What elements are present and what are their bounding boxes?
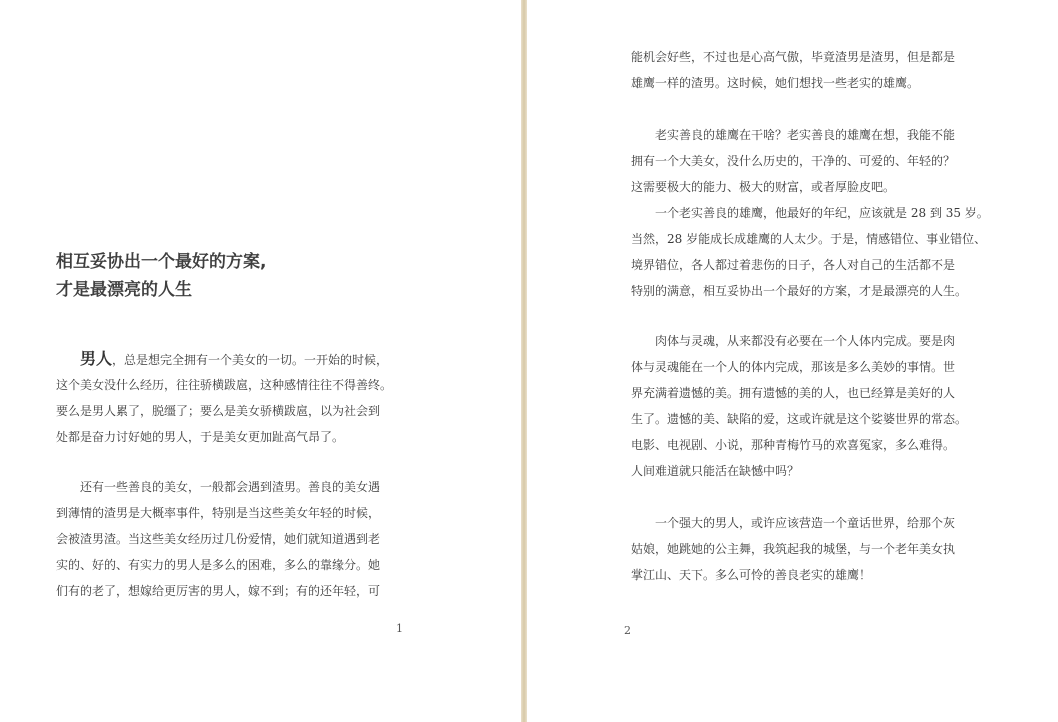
left-paragraph-2 (56, 474, 380, 604)
text-line: 老实善良的雄鹰在干啥？老实善良的雄鹰在想，我能不能 (655, 128, 956, 142)
text-line: 这个美女没什么经历，往往骄横跋扈，这种感情往往不得善终。 (56, 378, 393, 392)
text-line: 雄鹰一样的渣男。这时候，她们想找一些老实的雄鹰。 (631, 76, 920, 90)
text-line: 拥有一个大美女，没什么历史的，干净的、可爱的、年轻的？ (631, 154, 956, 168)
text-line: 体与灵魂能在一个人的体内完成，那该是多么美妙的事情。世 (631, 360, 956, 374)
right-paragraph-4 (631, 328, 967, 484)
text-line: 电影、电视剧、小说，那种青梅竹马的欢喜冤家，多么难得。 (631, 438, 956, 452)
left-page (0, 0, 521, 722)
text-line: 要么是男人累了，脱缰了；要么是美女骄横跋扈，以为社会到 (56, 404, 381, 418)
text-line: 肉体与灵魂，从来都没有必要在一个人体内完成。要是肉 (655, 334, 956, 348)
right-paragraph-1 (631, 44, 955, 96)
right-page (527, 0, 1058, 722)
right-paragraph-3 (631, 200, 989, 304)
text-line: 处都是奋力讨好她的男人，于是美女更加趾高气昂了。 (56, 430, 345, 444)
text-line: 会被渣男渣。当这些美女经历过几份爱情，她们就知道遇到老 (56, 532, 381, 546)
text-line: 实的、好的、有实力的男人是多么的困难，多么的靠缘分。她 (56, 558, 381, 572)
chapter-title-line-2: 才是最漂亮的人生 (56, 280, 192, 300)
text-line: 掌江山、天下。多么可怜的善良老实的雄鹰！ (631, 568, 872, 582)
text-line (56, 346, 392, 372)
text-line: 境界错位，各人都过着悲伤的日子，各人对自己的生活都不是 (631, 258, 956, 272)
text-line: 们有的老了，想嫁给更厉害的男人，嫁不到；有的还年轻，可 (56, 584, 381, 598)
text-span: ，总是想完全拥有一个美女的一切。一开始的时候， (112, 353, 389, 367)
page-number: 2 (624, 624, 631, 637)
right-paragraph-2 (631, 122, 955, 200)
right-paragraph-5 (631, 510, 955, 588)
text-line: 人间难道就只能活在缺憾中吗？ (631, 464, 800, 478)
page-number: 1 (396, 622, 403, 635)
text-line: 一个强大的男人，或许应该营造一个童话世界，给那个灰 (655, 516, 956, 530)
text-line: 一个老实善良的雄鹰，他最好的年纪，应该就是 28 到 35 岁。 (655, 206, 989, 220)
left-paragraph-1 (56, 346, 392, 450)
text-line: 姑娘，她跳她的公主舞，我筑起我的城堡，与一个老年美女执 (631, 542, 956, 556)
text-line: 生了。遗憾的美、缺陷的爱，这或许就是这个娑婆世界的常态。 (631, 412, 968, 426)
lead-word: 男人 (80, 349, 113, 368)
text-line: 到薄情的渣男是大概率事件，特别是当这些美女年轻的时候， (56, 506, 381, 520)
text-line: 能机会好些，不过也是心高气傲，毕竟渣男是渣男，但是都是 (631, 50, 956, 64)
text-line: 还有一些善良的美女，一般都会遇到渣男。善良的美女遇 (80, 480, 381, 494)
text-line: 特别的满意，相互妥协出一个最好的方案，才是最漂亮的人生。 (631, 284, 968, 298)
chapter-title-line-1: 相互妥协出一个最好的方案, (56, 252, 267, 272)
text-line: 界充满着遗憾的美。拥有遗憾的美的人，也已经算是美好的人 (631, 386, 956, 400)
text-line: 这需要极大的能力、极大的财富，或者厚脸皮吧。 (631, 180, 896, 194)
text-line: 当然，28 岁能成长成雄鹰的人太少。于是，情感错位、事业错位、 (631, 232, 987, 246)
chapter-title (56, 248, 456, 304)
